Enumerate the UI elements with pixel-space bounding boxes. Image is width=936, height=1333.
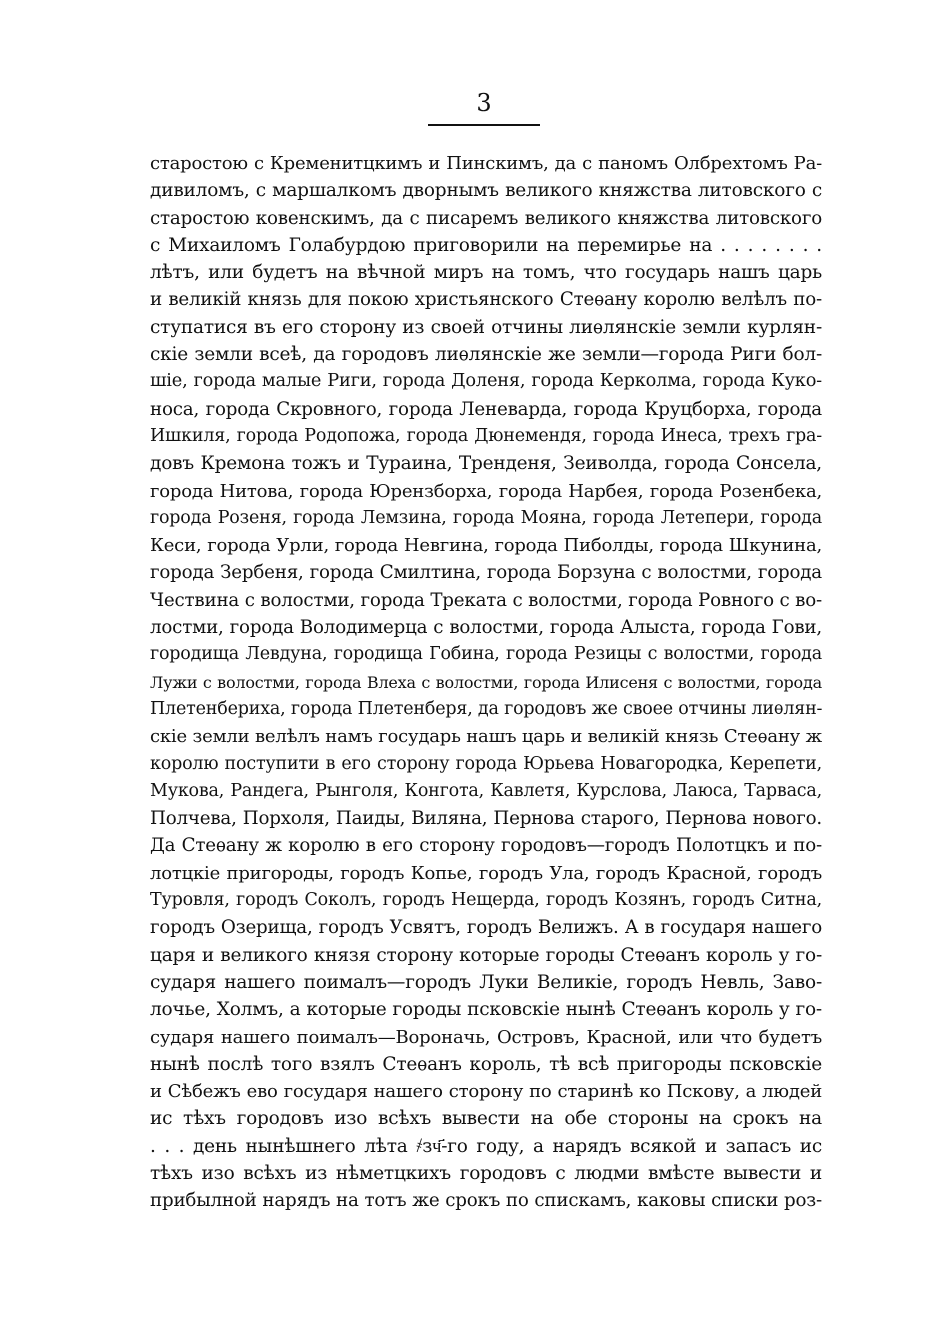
text-line: лѣтъ, или будетъ на вѣчной миръ на томъ, что государь нашъ царь (150, 262, 822, 284)
text-line: королю поступити в его сторону города Юрьева Новагородка, Керепети, (150, 753, 822, 774)
text-line: сударя нашего поималъ—городъ Луки Великіе, городъ Невль, Заво- (150, 971, 822, 993)
text-line: лотцкіе пригороды, городъ Копье, городъ Ула, городъ Красной, городъ (150, 862, 822, 884)
text-line: с Михаиломъ Голабурдою приговорили на перемирье на . . . . . . . . (150, 234, 822, 256)
text-line: Ишкиля, города Родопожа, города Дюнемендя, города Инеса, трехъ гра- (150, 425, 822, 446)
text-line: старостою ковенскимъ, да с писаремъ великого княжства литовского (150, 207, 822, 229)
text-line: довъ Кремона тожъ и Тураина, Тренденя, Зеиволда, города Сонсела, (150, 453, 822, 475)
page-number: 3 (476, 89, 492, 117)
text-line: Да Стеѳану ж королю в его сторону городовъ—городъ Полотцкъ и по- (150, 835, 822, 857)
text-line: лостми, города Володимерца с волостми, города Алыста, города Гови, (150, 617, 822, 639)
text-line: прибылной нарядъ на тотъ же срокъ по спискамъ, каковы списки роз- (150, 1190, 822, 1212)
text-line: и Сѣбежъ ево государя нашего сторону по старинѣ ко Пскову, а людей (150, 1081, 822, 1103)
text-line: ис тѣхъ городовъ изо всѣхъ вывести на обе стороны на срокъ на (150, 1108, 822, 1130)
text-line: Туровля, городъ Соколъ, городъ Нещерда, городъ Козянъ, городъ Ситна, (150, 890, 822, 911)
text-line: тѣхъ изо всѣхъ из нѣметцкихъ городовъ с людми вмѣсте вывести и (150, 1162, 822, 1184)
text-line: дивиломъ, с маршалкомъ дворнымъ великого княжства литовского с (150, 180, 822, 202)
text-line: старостою с Кременитцкимъ и Пинскимъ, да с паномъ Олбрехтомъ Ра- (150, 153, 822, 174)
text-line: Полчева, Порхоля, Паиды, Виляна, Пернова старого, Пернова нового. (150, 808, 822, 830)
text-line: городища Левдуна, городища Гобина, города Резицы с волостми, города (150, 644, 822, 665)
text-line: лочье, Холмъ, а которые городы псковскіе нынѣ Стеѳанъ король у го- (150, 999, 822, 1021)
text-line: Кеси, города Урли, города Невгина, города Пиболды, города Шкунина, (150, 535, 822, 557)
body-text (150, 150, 822, 1215)
text-line: шіе, города малые Риги, города Доленя, города Керколма, города Куко- (150, 371, 822, 392)
text-line: . . . день нынѣшнего лѣта ҂зч҃-го году, а нарядъ всякой и запасъ ис (150, 1135, 822, 1157)
text-line: Чествина с волостми, города Треката с волостми, города Ровного с во- (150, 589, 822, 611)
text-line: сударя нашего поималъ—Вороначь, Островъ, Красной, или что будетъ (150, 1026, 822, 1048)
text-line: города Нитова, города Юрензборха, города Нарбея, города Розенбека, (150, 480, 822, 502)
text-line: носа, города Скровного, города Леневарда, города Круцборха, города (150, 398, 822, 420)
text-line: ступатися въ его сторону из своей отчины лиѳлянскіе земли курлян- (150, 316, 822, 338)
text-line: города Розеня, города Лемзина, города Мояна, города Летепери, города (150, 507, 822, 528)
text-line: царя и великого князя сторону которые городы Стеѳанъ король у го- (150, 944, 822, 966)
text-line: Плетенбериха, города Плетенберя, да городовъ же своее отчины лиѳлян- (150, 698, 822, 719)
text-line: города Зербеня, города Смилтина, города Борзуна с волостми, города (150, 562, 822, 584)
text-line: Мукова, Рандега, Рынголя, Конгота, Кавлетя, Курслова, Лаюса, Тарваса, (150, 780, 822, 801)
header-rule (428, 124, 540, 126)
text-line: городъ Озерища, городъ Усвятъ, городъ Велижъ. А в государя нашего (150, 917, 822, 939)
text-line: скіе земли велѣлъ намъ государь нашъ царь и великій князь Стеѳану ж (150, 726, 822, 748)
text-line: и великій князь для покою христьянского Стеѳану королю велѣлъ по- (150, 289, 822, 311)
text-line: нынѣ послѣ того взялъ Стеѳанъ король, тѣ всѣ пригороды псковскіе (150, 1053, 822, 1075)
text-line: скіе земли всеѣ, да городовъ лиѳлянскіе же земли—города Риги бол- (150, 344, 822, 366)
text-line: Лужи с волостми, города Влеха с волостми, города Илисеня с волостми, города (150, 672, 822, 692)
